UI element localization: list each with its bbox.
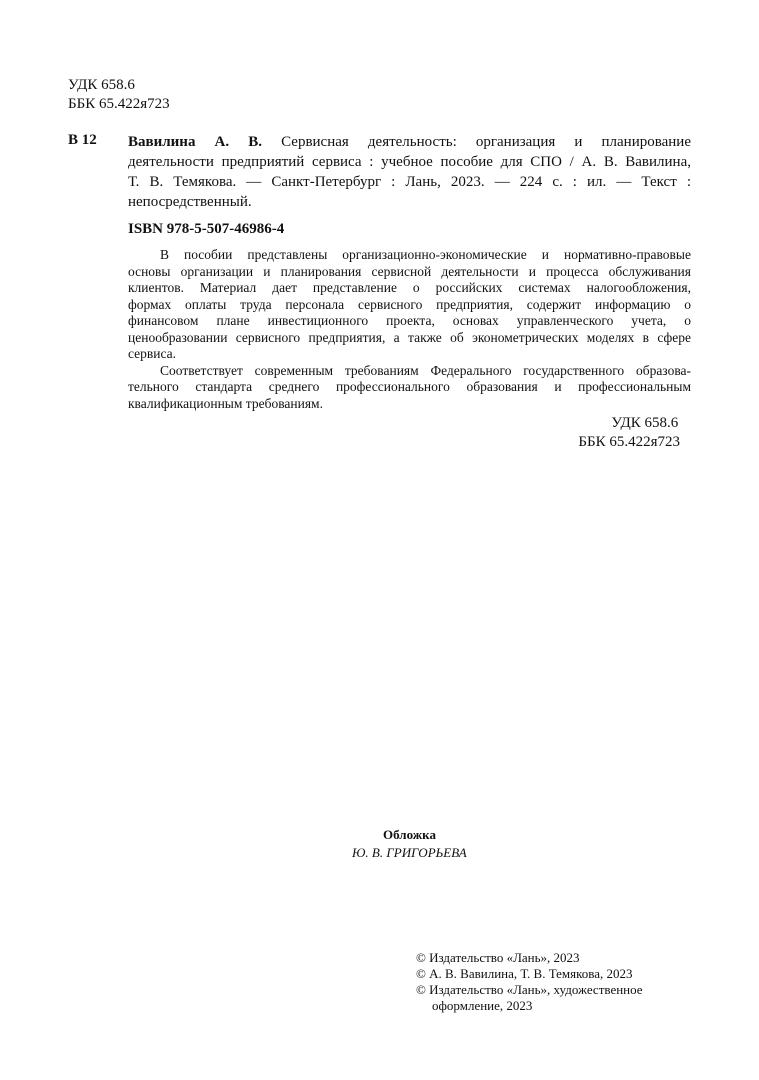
abstract-line: финансовом плане инвестиционного проекта, основах управленческого учета, о (128, 313, 691, 328)
copyright-block (416, 950, 643, 1014)
copyright-line: © А. В. Вавилина, Т. В. Темякова, 2023 (416, 966, 633, 981)
bibliographic-record (128, 132, 691, 212)
abstract-line: тельного стандарта среднего профессионального образования и профессиональным (128, 379, 691, 394)
bib-line-2: деятельности предприятий сервиса : учебное пособие для СПО / А. В. Вавилина, (128, 154, 691, 170)
author-mark: В 12 (68, 132, 97, 148)
bib-line-3: Т. В. Темякова. — Санкт-Петербург : Лань, 2023. — 224 с. : ил. — Текст : (128, 174, 691, 190)
copyright-line: © Издательство «Лань», художественное (416, 982, 643, 997)
udk-code-bottom: УДК 658.6 (611, 415, 679, 431)
bib-line-1: Вавилина А. В. Сервисная деятельность: организация и планирование (128, 134, 691, 150)
abstract-line: клиентов. Материал дает представление о российских системах налогообложения, (128, 280, 691, 295)
copyright-line: оформление, 2023 (432, 998, 533, 1013)
abstract-line: основы организации и планирования сервисной деятельности и процесса обслуживания (128, 263, 691, 279)
abstract-line: ценообразовании сервисного предприятия, а также об эконометрических моделях в сфере (128, 329, 691, 345)
bib-line-4: непосредственный. (128, 194, 252, 210)
cover-designer: Ю. В. ГРИГОРЬЕВА (352, 845, 467, 860)
abstract-paragraph-2 (128, 363, 691, 413)
abstract-line: квалификационным требованиям. (128, 395, 323, 411)
abstract-line: сервиса. (128, 346, 177, 361)
cover-label: Обложка (383, 827, 436, 842)
bbk-code-bottom: ББК 65.422я723 (578, 434, 680, 450)
classification-top (68, 76, 170, 114)
bbk-code: ББК 65.422я723 (68, 96, 170, 112)
abstract (128, 247, 691, 412)
isbn: ISBN 978-5-507-46986-4 (128, 221, 285, 237)
abstract-paragraph-1 (128, 247, 691, 363)
classification-bottom (578, 414, 680, 452)
abstract-line: Соответствует современным требованиям Федерального государственного образова- (160, 362, 691, 378)
author-name: Вавилина А. В. (128, 134, 262, 150)
udk-code: УДК 658.6 (68, 77, 135, 93)
abstract-line: В пособии представлены организационно-экономические и нормативно-правовые (160, 247, 691, 262)
copyright-line: © Издательство «Лань», 2023 (416, 950, 580, 965)
abstract-line: формах оплаты труда персонала сервисного предприятия, содержит информацию о (128, 296, 691, 312)
